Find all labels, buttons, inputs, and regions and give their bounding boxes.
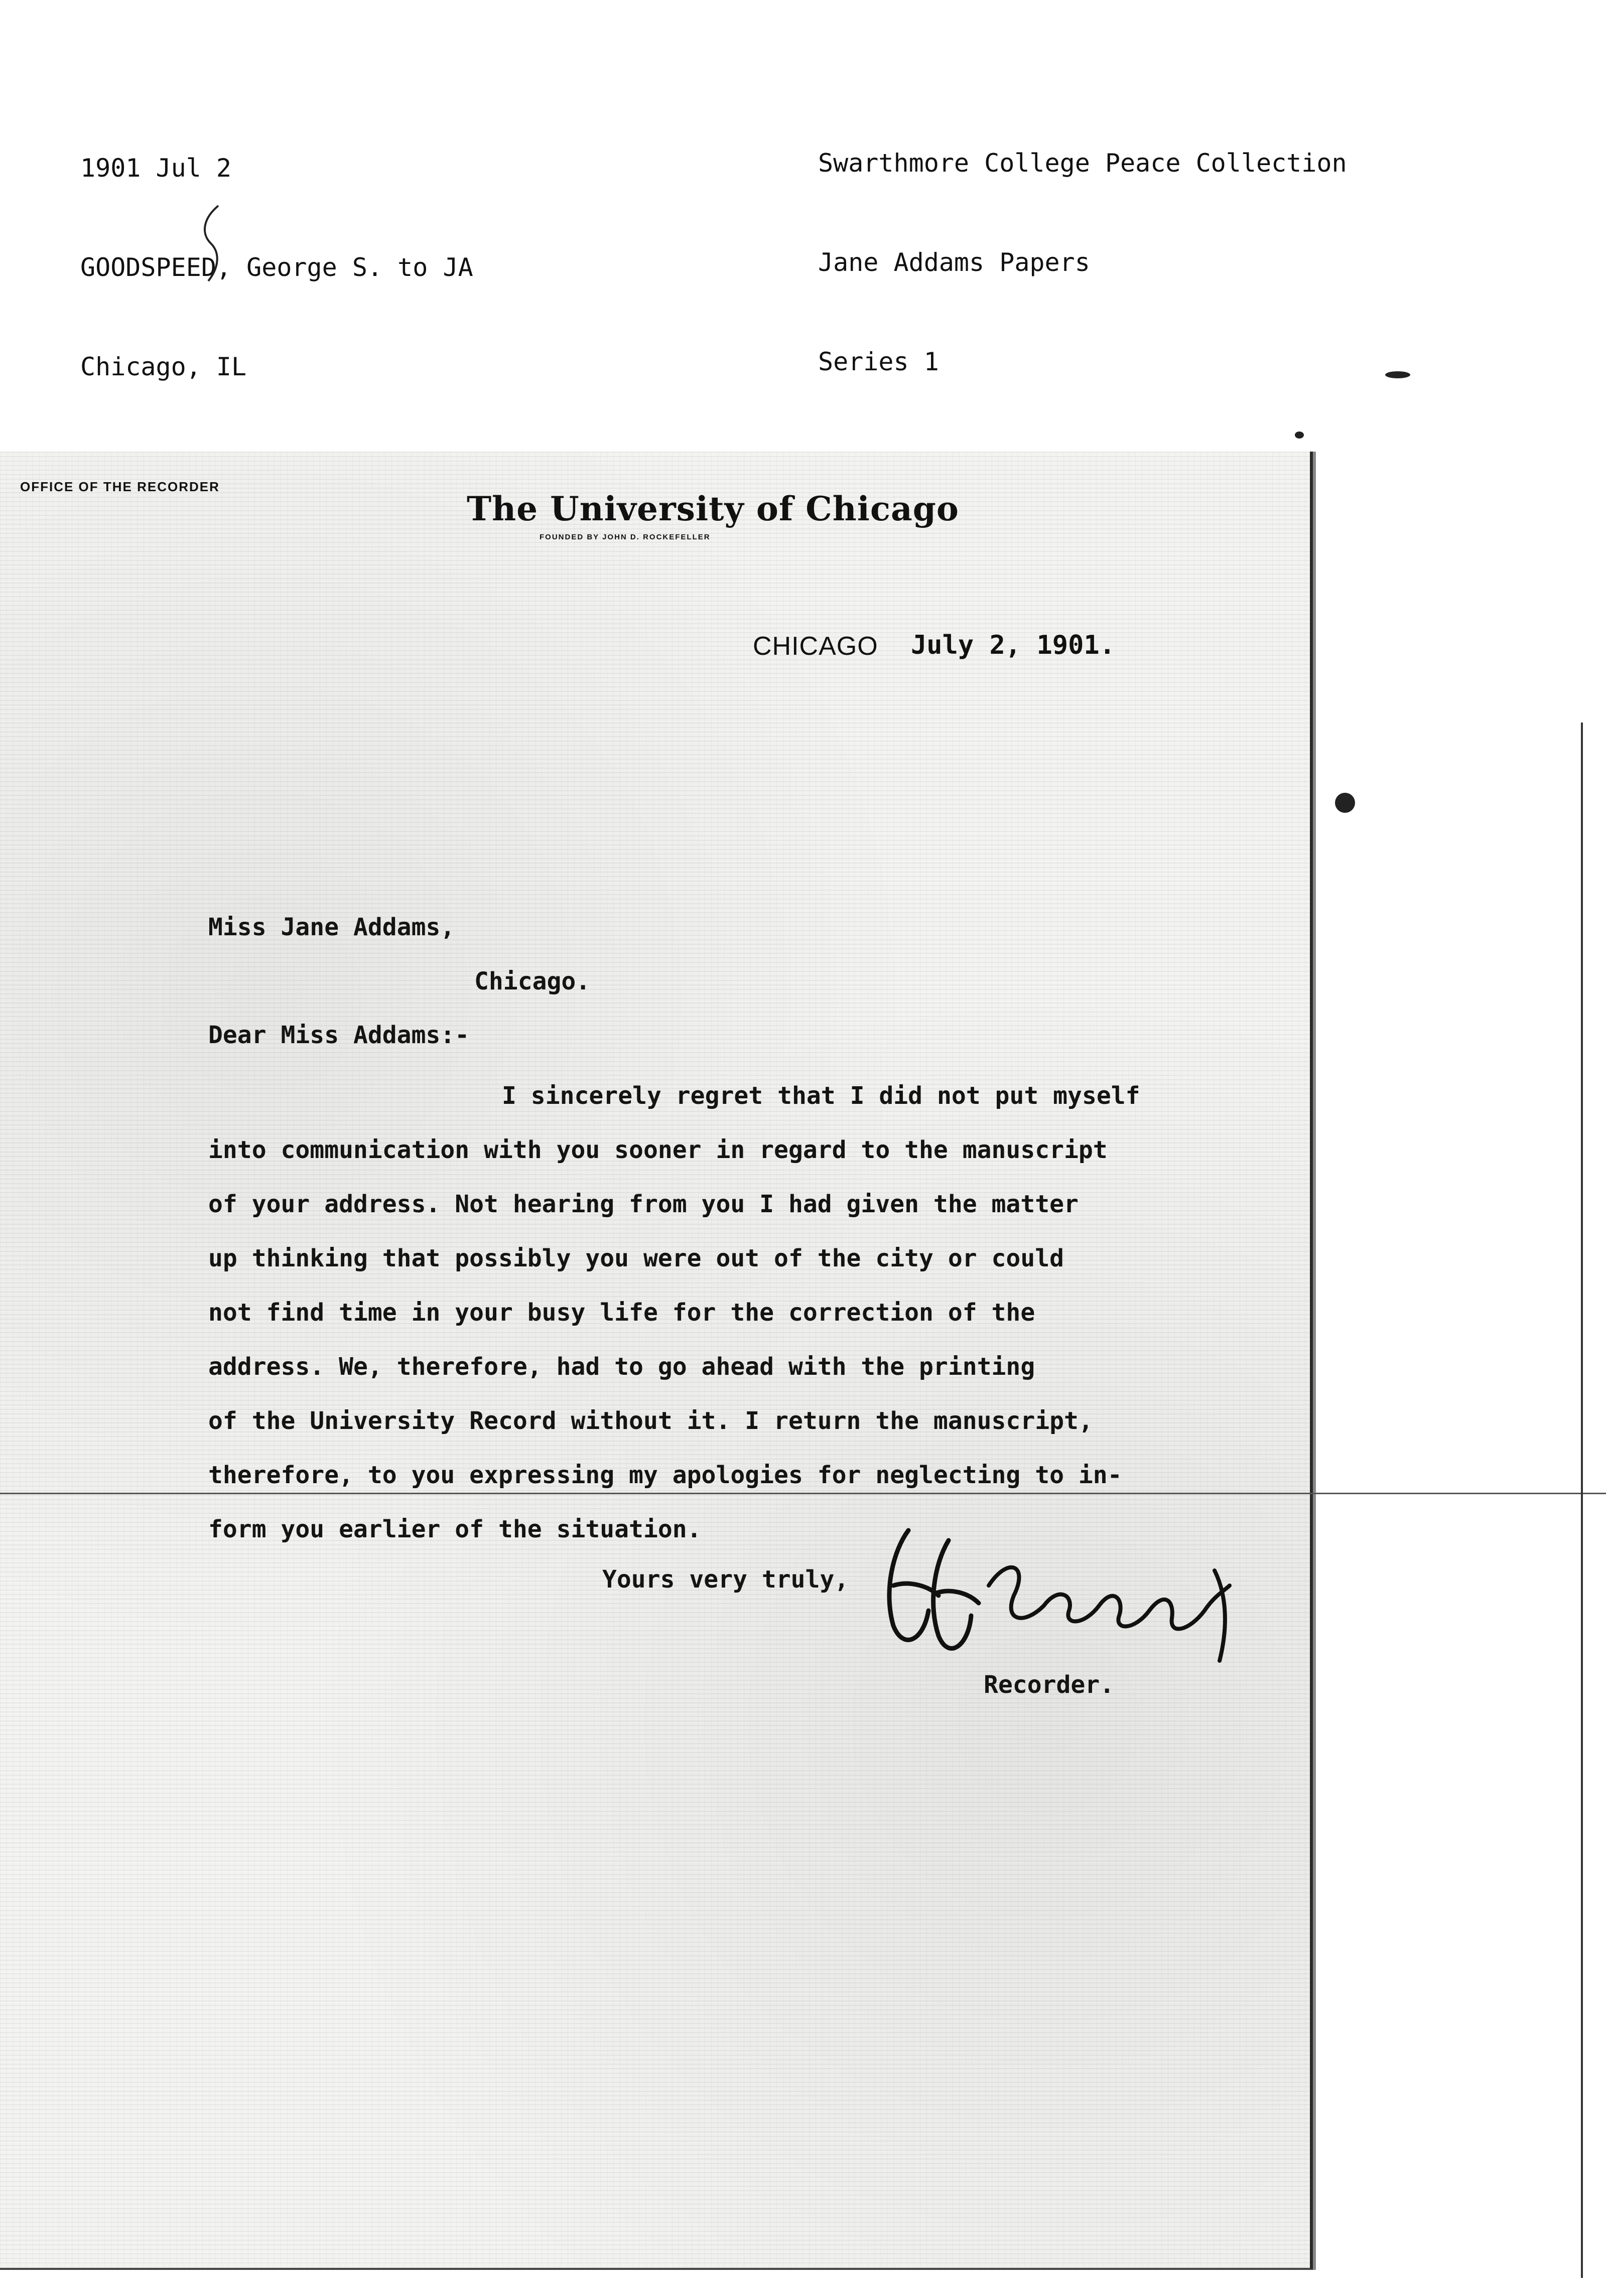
university-name: The University of Chicago: [467, 489, 959, 528]
series-label: Series 1: [818, 347, 939, 376]
handwritten-signature: [863, 1510, 1265, 1676]
scan-speck: [1335, 793, 1355, 813]
pencil-mark: [198, 203, 228, 283]
body-line: not find time in your busy life for the correction of the: [208, 1299, 1035, 1327]
recipient-city: Chicago.: [474, 967, 591, 995]
body-line: form you earlier of the situation.: [208, 1515, 702, 1543]
citation-place: Chicago, IL: [80, 352, 247, 381]
body-line: address. We, therefore, had to go ahead with the printing: [208, 1353, 1035, 1381]
body-line: of the University Record without it. I return the manuscript,: [208, 1407, 1093, 1435]
body-line: up thinking that possibly you were out of the city or could: [208, 1244, 1064, 1272]
founded-line: FOUNDED BY JOHN D. ROCKEFELLER: [540, 533, 711, 541]
body-line: into communication with you sooner in regard to the manuscript: [208, 1136, 1108, 1164]
citation-correspondents: GOODSPEED, George S. to JA: [80, 253, 473, 282]
citation-date: 1901 Jul 2: [80, 154, 232, 183]
collection-info: [818, 80, 1347, 445]
signer-title: Recorder.: [984, 1671, 1115, 1699]
scan-speck: [1295, 432, 1304, 439]
closing: Yours very truly,: [602, 1565, 849, 1594]
office-label: OFFICE OF THE RECORDER: [20, 479, 220, 494]
body-line: I sincerely regret that I did not put myself: [502, 1082, 1140, 1110]
letter-date: July 2, 1901.: [911, 630, 1115, 660]
recipient-name: Miss Jane Addams,: [208, 913, 455, 941]
collection-name: Swarthmore College Peace Collection: [818, 149, 1347, 178]
salutation: Dear Miss Addams:-: [208, 1021, 470, 1049]
letter-body: [208, 1069, 1140, 1556]
papers-name: Jane Addams Papers: [818, 248, 1090, 277]
scan-speck: [1385, 371, 1410, 378]
body-line: therefore, to you expressing my apologies for neglecting to in-: [208, 1461, 1122, 1489]
body-line: of your address. Not hearing from you I had given the matter: [208, 1190, 1079, 1218]
scan-edge: [1581, 723, 1583, 2278]
letterhead-city: CHICAGO: [753, 632, 878, 661]
